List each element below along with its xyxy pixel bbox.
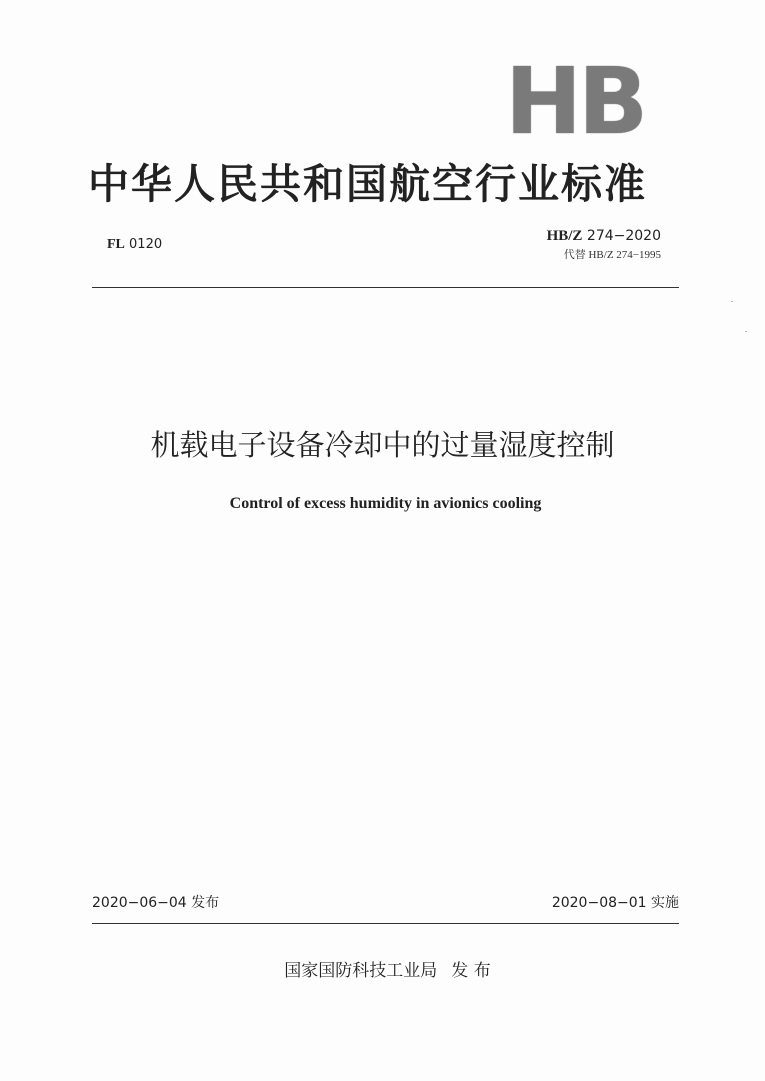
document-title-cn: 机载电子设备冷却中的过量湿度控制 bbox=[150, 428, 615, 462]
document-title-en: Control of excess humidity in avionics cooling bbox=[229, 495, 542, 512]
issue-date: 2020−06−04 发布 bbox=[92, 895, 220, 911]
bottom-divider bbox=[92, 923, 679, 924]
publisher-line bbox=[0, 960, 765, 982]
publisher-action: 发 布 bbox=[451, 961, 491, 981]
top-divider bbox=[92, 287, 679, 288]
implementation-date: 2020−08−01 实施 bbox=[551, 895, 679, 911]
standard-number-prefix: HB/Z bbox=[546, 228, 583, 244]
scan-speck bbox=[745, 331, 747, 332]
classification-prefix: FL bbox=[107, 237, 125, 252]
replaces-standard: 代替 HB/Z 274−1995 bbox=[563, 249, 661, 261]
standard-number bbox=[547, 227, 661, 245]
publisher-name: 国家国防科技工业局 bbox=[284, 961, 438, 981]
scan-speck bbox=[731, 301, 733, 302]
classification-code bbox=[107, 236, 162, 254]
hb-logo: HB bbox=[505, 63, 647, 141]
standard-category-title: 中华人民共和国航空行业标准 bbox=[88, 160, 647, 208]
standard-number-value: 274−2020 bbox=[586, 228, 661, 244]
classification-number: 0120 bbox=[129, 237, 163, 252]
